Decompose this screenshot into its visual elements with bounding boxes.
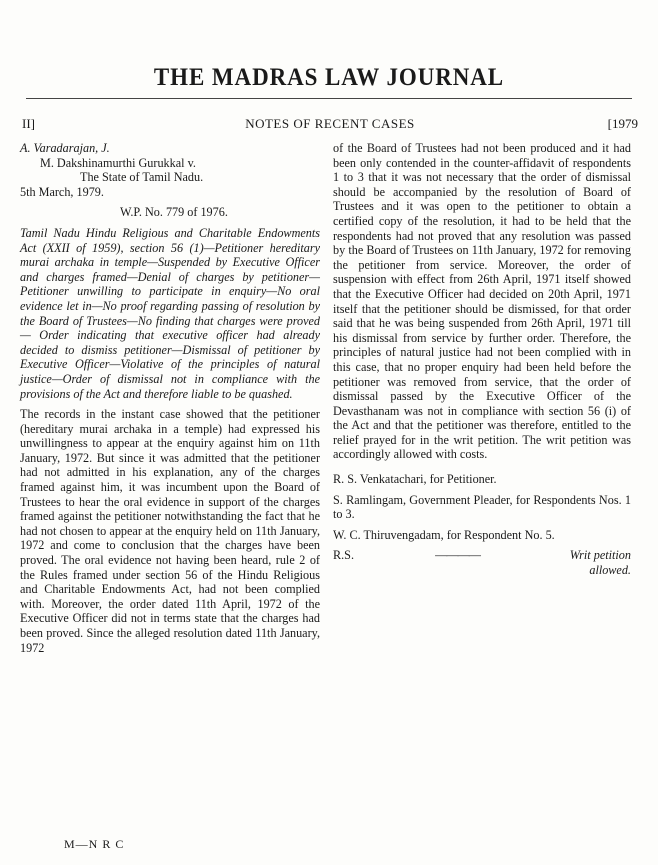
running-head [22,116,638,134]
judgment-date: 5th March, 1979. [20,184,104,199]
section-title: NOTES OF RECENT CASES [245,116,415,131]
year: [1979 [607,116,638,131]
signature-mark: M—N R C [64,837,125,851]
left-column [20,141,320,655]
party-petitioner: M. Dakshinamurthi Gurukkal v. [40,155,196,170]
header-rule [26,98,632,99]
reporter-initials: R.S. [333,548,355,563]
counsel-respondents: S. Ramlingam, Government Pleader, for Respondents Nos. 1 to 3. [333,492,631,522]
case-result: Writ petition allowed. [569,548,631,578]
reporter-line [333,548,631,577]
right-column [333,141,631,578]
counsel-respondent-5: W. C. Thiruvengadam, for Respondent No. 5. [333,527,555,542]
petition-number: W.P. No. 779 of 1976. [120,205,228,220]
headnote: Tamil Nadu Hindu Religious and Charitable Endowments Act (XXII of 1959), section 56 (1)—Petitioner hereditary murai archaka in temple—Suspended by Executive Officer and charges framed—Denial of charges by petitioner—Petitioner unwilling to participate in enquiry—No oral evidence let in—No proof regarding passing of resolution by the Board of Trustees—No finding that charges were proved — Order indicating that executive officer had already decided to dismiss petitioner—Dismissal of petitioner by Executive Officer—Violative of the principles of natural justice—Order of dismissal not in compliance with the provisions of the Act and therefore liable to be quashed. [20,225,320,401]
volume-number: II] [22,116,35,131]
separator-dash: ———— [435,548,480,563]
body-text-left: The records in the instant case showed that the petitioner (hereditary murai archaka in a temple) had expressed his unwillingness to appear at the enquiry against him on 11th January, 1972. But since it was admitted that the petitioner had not admitted in his explanation, any of the charges framed against him, it was incumbent upon the Board of Trustees to hear the oral evidence in support of the charges framed against the petitioner notwithstanding the fact that he had not chosen to appear at the enquiry held on 11th January, 1972 and come to conclusion that the charges have been proved. The oral evidence not having been heard, rule 2 of the Rules framed under section 56 of the Hindu Religious and Charitable Endowments Act, had not been complied with. Moreover, the order dated 11th April, 1972 of the Executive Officer did not in terms state that the charges had been proved. Since the alleged resolution dated 11th January, 1972 [20,407,320,655]
judge-name: A. Varadarajan, J. [20,141,110,155]
journal-title: THE MADRAS LAW JOURNAL [153,64,505,91]
body-text-right: of the Board of Trustees had not been produced and it had been only contended in the counter-affidavit of respondents 1 to 3 that it was not necessary that the order of dismissal should be accompanied by the resolution of Board of Trustees and it was open to the petitioner to obtain a certified copy of the resolution, it had to be held that the respondents had not proved that any resolution was passed by the Board of Trustees on 11th January, 1972 for removing the petitioner from service. Moreover, the order of suspension with effect from 26th April, 1971 itself showed that the Executive Officer had decided on 20th April, 1971 itself that the petitioner should be dismissed, for that order said that he was being suspended from 26th April, 1971 till his dismissal from service by further order. Therefore, the principles of natural justice had not been complied with in this case, that no proper enquiry had been held before the petitioner was removed from service, that the order of dismissal passed by the Executive Officer of the Devasthanam was not in compliance with section 56 (i) of the Act and that the petitioner was therefore, entitled to the relief prayed for in the writ petition. The writ petition was accordingly allowed with costs. [333,141,631,462]
party-respondent: The State of Tamil Nadu. [80,170,204,185]
counsel-petitioner: R. S. Venkatachari, for Petitioner. [333,472,497,487]
